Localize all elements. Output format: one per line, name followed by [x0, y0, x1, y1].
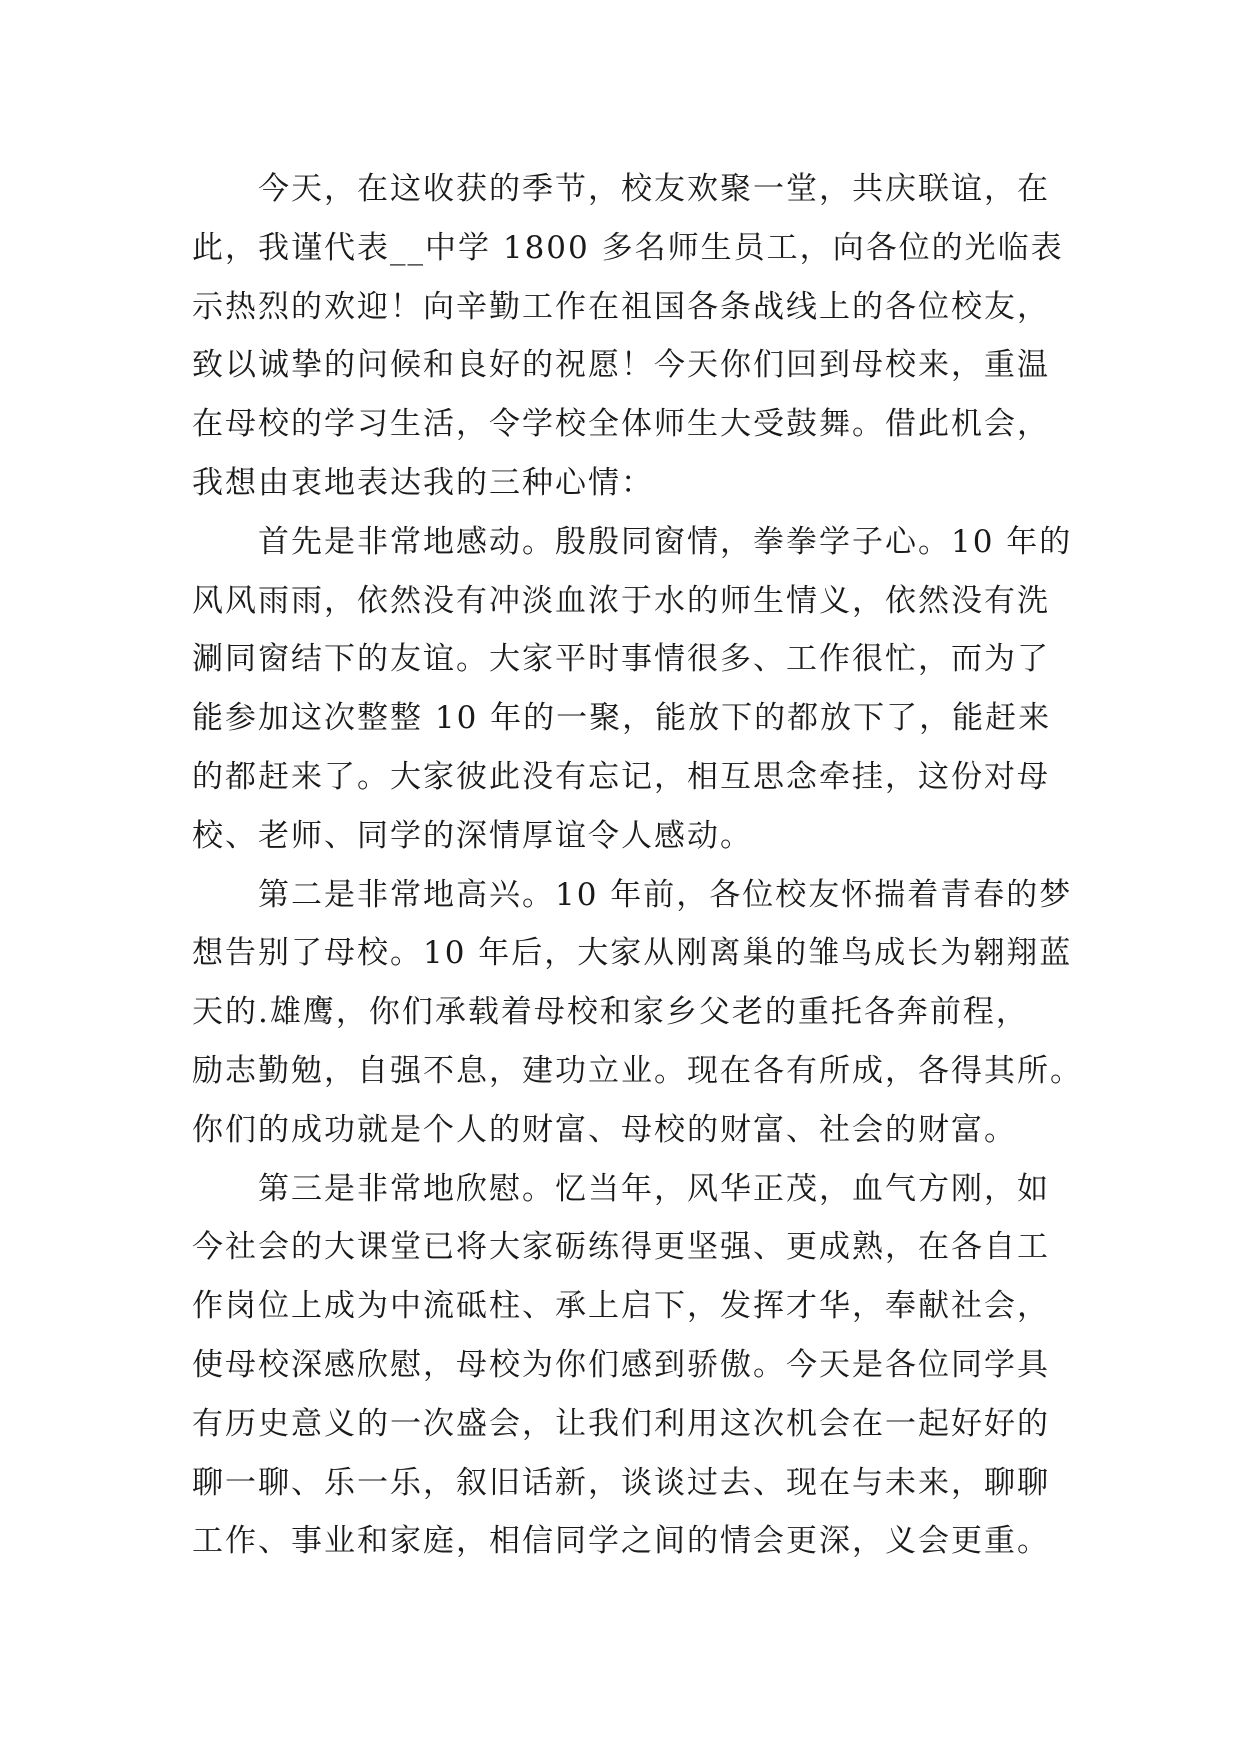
paragraph-1-line-2: 此，我谨代表__中学 1800 多名师生员工，向各位的光临表: [192, 229, 1064, 266]
paragraph-3-line-1: 第二是非常地高兴。10 年前，各位校友怀揣着青春的梦: [258, 876, 1073, 913]
paragraph-2-line-6: 校、老师、同学的深情厚谊令人感动。: [192, 817, 753, 854]
paragraph-2-line-2: 风风雨雨，依然没有冲淡血浓于水的师生情义，依然没有洗: [192, 582, 1050, 619]
paragraph-3-line-3: 天的.雄鹰，你们承载着母校和家乡父老的重托各奔前程，: [192, 994, 1029, 1031]
paragraph-4-line-6: 聊一聊、乐一乐，叙旧话新，谈谈过去、现在与未来，聊聊: [192, 1464, 1050, 1501]
paragraph-2-line-5: 的都赶来了。大家彼此没有忘记，相互思念牵挂，这份对母: [192, 758, 1050, 795]
paragraph-1-line-3: 示热烈的欢迎！向辛勤工作在祖国各条战线上的各位校友，: [192, 288, 1050, 325]
paragraph-4-line-2: 今社会的大课堂已将大家砺练得更坚强、更成熟，在各自工: [192, 1229, 1050, 1266]
paragraph-2-line-3: 涮同窗结下的友谊。大家平时事情很多、工作很忙，而为了: [192, 641, 1050, 678]
paragraph-3-line-4: 励志勤勉，自强不息，建功立业。现在各有所成，各得其所。: [192, 1052, 1083, 1089]
paragraph-3-line-5: 你们的成功就是个人的财富、母校的财富、社会的财富。: [192, 1111, 1017, 1148]
paragraph-2-line-4: 能参加这次整整 10 年的一聚，能放下的都放下了，能赶来: [192, 700, 1052, 737]
paragraph-1-line-5: 在母校的学习生活，令学校全体师生大受鼓舞。借此机会，: [192, 406, 1050, 443]
paragraph-4-line-3: 作岗位上成为中流砥柱、承上启下，发挥才华，奉献社会，: [192, 1288, 1050, 1325]
paragraph-1-line-4: 致以诚挚的问候和良好的祝愿！今天你们回到母校来，重温: [192, 347, 1050, 384]
paragraph-4-line-1: 第三是非常地欣慰。忆当年，风华正茂，血气方刚，如: [258, 1170, 1050, 1207]
paragraph-4-line-4: 使母校深感欣慰，母校为你们感到骄傲。今天是各位同学具: [192, 1346, 1050, 1383]
paragraph-4-line-7: 工作、事业和家庭，相信同学之间的情会更深，义会更重。: [192, 1523, 1050, 1560]
paragraph-1-line-6: 我想由衷地表达我的三种心情：: [192, 464, 654, 501]
paragraph-2-line-1: 首先是非常地感动。殷殷同窗情，拳拳学子心。10 年的: [258, 523, 1073, 560]
paragraph-1-line-1: 今天，在这收获的季节，校友欢聚一堂，共庆联谊，在: [258, 171, 1050, 207]
document-body: [192, 160, 1083, 1571]
paragraph-3-line-2: 想告别了母校。10 年后，大家从刚离巢的雏鸟成长为翱翔蓝: [192, 935, 1073, 972]
paragraph-4-line-5: 有历史意义的一次盛会，让我们利用这次机会在一起好好的: [192, 1405, 1050, 1442]
